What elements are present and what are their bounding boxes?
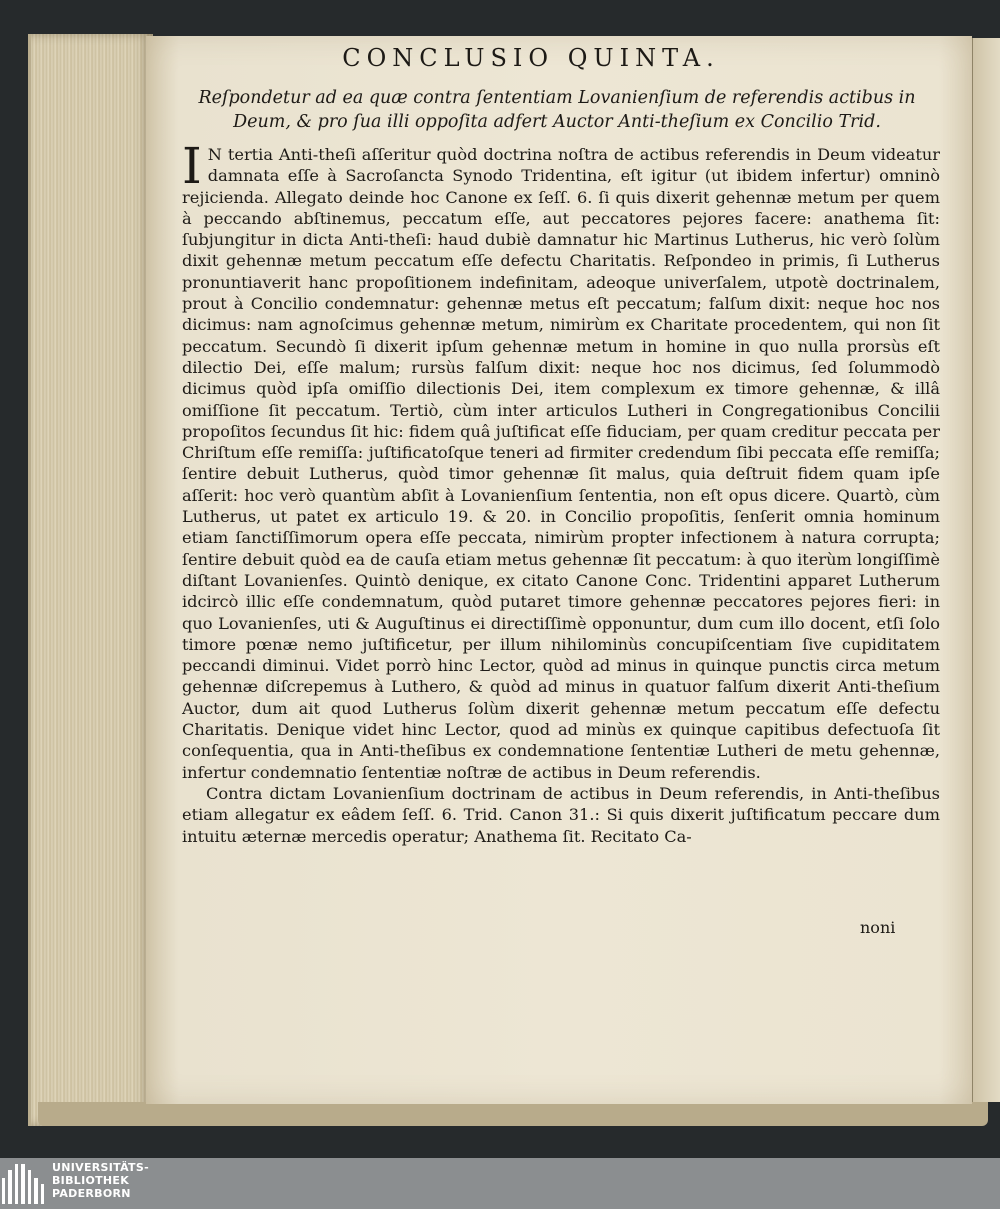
- paragraph-1: [182, 137, 940, 783]
- library-name: [52, 1161, 149, 1200]
- library-logo-icon: [2, 1164, 44, 1204]
- paragraph-1-text: N tertia Anti-theſi aſſeritur quòd doctrina noſtra de actibus referendis in Deum videatur damnata eſſe à Sacroſancta Synodo Tridentina, eſt igitur (ut ibidem infertur) omninò rejicienda. Allegato deinde hoc Canone ex ſeſſ. 6. ſi quis dixerit gehennæ metum per quem à peccando abſtinemus, peccatum eſſe, aut peccatores pejores facere: anathema ſit: ſubjungitur in dicta Anti-theſi: haud dubiè damnatur hic Martinus Lutherus, hic verò ſolùm dixit gehennæ metum peccatum eſſe defectu Charitatis. Reſpondeo in primis, ſi Lutherus pronuntiaverit hanc propoſitionem indefinitam, adeoque univerſalem, utpotè doctrinalem, prout à Concilio condemnatur: gehennæ metus eſt peccatum; falſum dixit: neque hoc nos dicimus: nam agnoſcimus gehennæ metum, nimirùm ex Charitate procedentem, qui non ſit peccatum. Secundò ſi dixerit ipſum gehennæ metum in homine in quo nulla prorsùs eſt dilectio Dei, eſſe malum; rursùs falſum dixit: neque hoc nos dicimus, ſed ſolummodò dicimus quòd ipſa omiſſio dilectionis Dei, item complexum ex timore gehennæ, & illâ omiſſione ſit peccatum. Tertiò, cùm inter articulos Lutheri in Congregationibus Concilii propoſitos ſecundus ſit hic: fidem quâ juſtificat eſſe fiduciam, per quam creditur peccata per Chriſtum eſſe remiſſa: juſtificatoſque teneri ad firmiter credendum ſibi peccata eſſe remiſſa; ſentire debuit Lutherus, quòd timor gehennæ ſit malus, quia deſtruit fidem quam ipſe aſſerit: hoc verò quantùm abſit à Lovanienſium ſententia, non eſt opus dicere. Quartò, cùm Lutherus, ut patet ex articulo 19. & 20. in Concilio propoſitis, ſenſerit omnia hominum etiam ſanctiſſimorum opera eſſe peccata, nimirùm propter infectionem à natura corrupta; ſentire debuit quòd ea de cauſa etiam metus gehennæ ſit peccatum: à quo iterùm longiſſimè diſtant Lovanienſes. Quintò denique, ex citato Canone Conc. Tridentini apparet Lutherum idcircò illic eſſe condemnatum, quòd putaret timore gehennæ peccatores pejores fieri: in quo Lovanienſes, uti & Auguſtinus ei directiſſimè opponuntur, dum cum illo docent, etſi ſolo timore pœnæ nemo juſtificetur, per illum nihilominùs concupiſcentiam ſive cupiditatem peccandi diminui. Videt porrò hinc Lector, quòd ad minus in quinque punctis circa metum gehennæ diſcrepemus à Luthero, & quòd ad minus in quatuor falſum dixerit Anti-theſium Auctor, dum ait quod Lutherus ſolùm dixerit gehennæ metum peccatum eſſe defectu Charitatis. Denique videt hinc Lector, quod ad minùs ex quinque capitibus defectuoſa ſit conſequentia, qua in Anti-theſibus ex condemnatione ſententiæ Lutheri de metu gehennæ, infertur condemnatio ſententiæ noſtræ de actibus in Deum referendis.: [182, 145, 940, 782]
- paragraph-2: Contra dictam Lovanienſium doctrinam de actibus in Deum referendis, in Anti-theſibus etiam allegatur ex eâdem ſeſſ. 6. Trid. Canon 31.: Si quis dixerit juſtificatum peccare dum intuitu æternæ mercedis operatur; Anathema ſit. Recitato Ca-: [182, 783, 940, 846]
- library-name-line1: UNIVERSITÄTS-: [52, 1161, 149, 1174]
- body-text: [182, 137, 940, 847]
- page-edges: [28, 34, 153, 1126]
- library-name-line3: PADERBORN: [52, 1187, 131, 1200]
- footer-bar: [0, 1158, 1000, 1209]
- page-subtitle: Reſpondetur ad ea quæ contra ſententiam Lovanienſium de referendis actibus in Deum, & pro ſua illi oppoſita adfert Auctor Anti-theſium ex Concilio Trid.: [198, 88, 916, 132]
- next-page-edge: [972, 38, 1000, 1102]
- book-cover-edge: [38, 1102, 988, 1126]
- library-name-line2: BIBLIOTHEK: [52, 1174, 130, 1187]
- drop-cap: I: [182, 137, 202, 195]
- catchword: noni: [860, 918, 896, 937]
- page-title: CONCLUSIO QUINTA.: [342, 44, 720, 72]
